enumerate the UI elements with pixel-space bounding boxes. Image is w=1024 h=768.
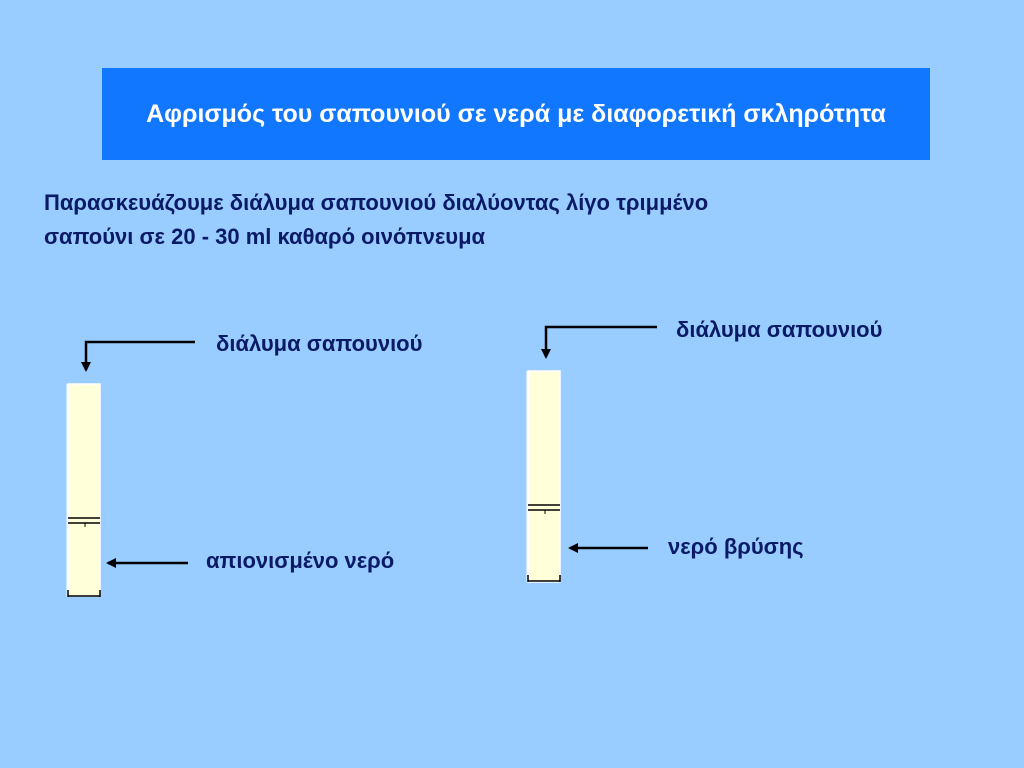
right-top-label: διάλυμα σαπουνιού <box>676 317 883 342</box>
left-test-tube <box>68 384 100 597</box>
right-tube-body <box>528 371 560 582</box>
intro-text: Παρασκευάζουμε διάλυμα σαπουνιού διαλύοντας λίγο τριμμένο σαπούνι σε 20 - 30 ml καθαρό οινόπνευμα <box>44 190 709 249</box>
left-top-arrow <box>86 342 195 370</box>
left-top-label: διάλυμα σαπουνιού <box>216 331 423 356</box>
right-top-arrow <box>546 327 657 357</box>
left-tube-body <box>68 384 100 596</box>
slide-title: Αφρισμός του σαπουνιού σε νερά με διαφορετική σκληρότητα <box>146 99 886 128</box>
right-test-tube <box>528 371 560 582</box>
left-bottom-label: απιονισμένο νερό <box>206 548 395 573</box>
right-bottom-label: νερό βρύσης <box>668 534 804 559</box>
